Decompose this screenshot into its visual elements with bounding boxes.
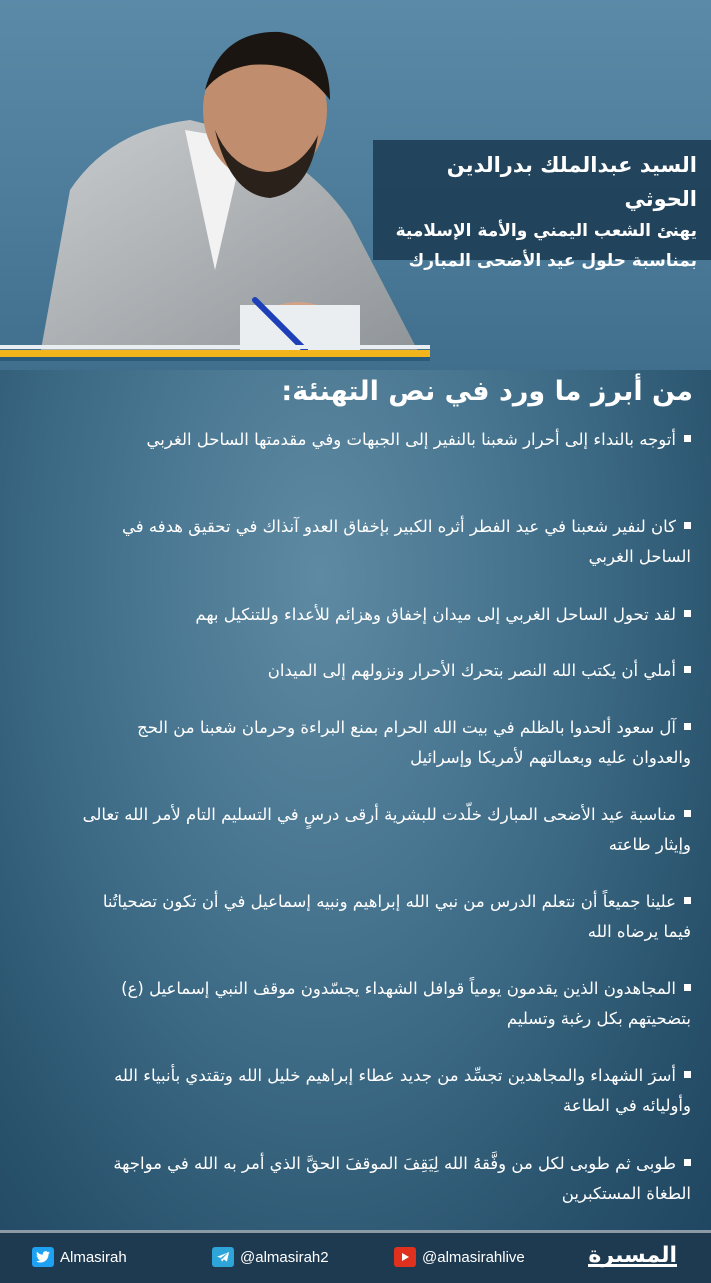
logo-text: المسيرة xyxy=(588,1243,677,1268)
bullet-icon xyxy=(684,522,691,529)
bullet-icon xyxy=(684,666,691,673)
divider-stripe-blue xyxy=(0,357,430,361)
youtube-icon xyxy=(394,1247,416,1267)
list-item xyxy=(76,656,691,686)
title-line-1: السيد عبدالملك بدرالدين الحوثي xyxy=(446,153,697,211)
bullet-icon xyxy=(684,810,691,817)
bullet-icon xyxy=(684,435,691,442)
twitter-handle: Almasirah xyxy=(60,1248,127,1266)
telegram-handle: @almasirah2 xyxy=(240,1248,329,1266)
list-item xyxy=(76,800,691,860)
list-item-text: طوبى ثم طوبى لكل من وفَّقهُ الله لِيَقِفَ الموقفَ الحقَّ الذي أمر به الله في مواجهة الطغاة المستكبرين xyxy=(113,1154,691,1203)
bullet-icon xyxy=(684,1159,691,1166)
bullet-icon xyxy=(684,723,691,730)
list-item xyxy=(76,600,691,630)
title-box xyxy=(373,140,711,271)
list-item-text: أتوجه بالنداء إلى أحرار شعبنا بالنفير إلى الجبهات وفي مقدمتها الساحل الغربي xyxy=(146,430,676,449)
section-heading: من أبرز ما ورد في نص التهنئة: xyxy=(281,376,693,407)
bullet-icon xyxy=(684,984,691,991)
list-item-text: علينا جميعاً أن نتعلم الدرس من نبي الله إبراهيم ونبيه إسماعيل في أن تكون تضحياتُنا فيما يرضاه الله xyxy=(102,892,691,941)
list-item xyxy=(76,974,691,1034)
twitter-link[interactable] xyxy=(32,1247,127,1267)
telegram-link[interactable] xyxy=(212,1247,329,1267)
bullet-icon xyxy=(684,610,691,617)
list-item-text: مناسبة عيد الأضحى المبارك خلّدت للبشرية أرقى درسٍ في التسليم التام لأمر الله تعالى وإيثار طاعته xyxy=(82,805,691,854)
header-banner xyxy=(0,0,711,370)
title-line-2: يهنئ الشعب اليمني والأمة الإسلامية xyxy=(395,221,697,241)
list-item xyxy=(76,425,691,455)
list-item xyxy=(76,713,691,773)
list-item-text: المجاهدون الذين يقدمون يومياً قوافل الشهداء يجسّدون موقف النبي إسماعيل (ع) بتضحيتهم بكل رغبة وتسليم xyxy=(121,979,691,1028)
footer-bar xyxy=(0,1230,711,1283)
telegram-icon xyxy=(212,1247,234,1267)
bullet-icon xyxy=(684,897,691,904)
list-item xyxy=(76,887,691,947)
list-item-text: أملي أن يكتب الله النصر بتحرك الأحرار ونزولهم إلى الميدان xyxy=(267,661,676,680)
list-item-text: أسرَ الشهداء والمجاهدين تجسِّد من جديد عطاء إبراهيم خليل الله وتقتدي بأنبياء الله وأوليائه في الطاعة xyxy=(114,1066,691,1115)
list-item xyxy=(76,1061,691,1121)
list-item xyxy=(76,1149,691,1209)
bullet-icon xyxy=(684,1071,691,1078)
divider-stripe-white xyxy=(0,345,430,349)
divider-stripe-gold xyxy=(0,350,430,357)
list-item xyxy=(76,512,691,572)
youtube-handle: @almasirahlive xyxy=(422,1248,525,1266)
twitter-icon xyxy=(32,1247,54,1267)
title-line-3: بمناسبة حلول عيد الأضحى المبارك xyxy=(408,251,697,271)
list-item-text: لقد تحول الساحل الغربي إلى ميدان إخفاق وهزائم للأعداء وللتنكيل بهم xyxy=(195,605,676,624)
almasirah-logo xyxy=(588,1243,677,1267)
youtube-link[interactable] xyxy=(394,1247,525,1267)
list-item-text: آل سعود ألحدوا بالظلم في بيت الله الحرام بمنع البراءة وحرمان شعبنا من الحج والعدوان عليه وبعمالتهم لأمريكا وإسرائيل xyxy=(137,718,691,767)
list-item-text: كان لنفير شعبنا في عيد الفطر أثره الكبير بإخفاق العدو آنذاك في تحقيق هدفه في الساحل الغربي xyxy=(122,517,691,566)
